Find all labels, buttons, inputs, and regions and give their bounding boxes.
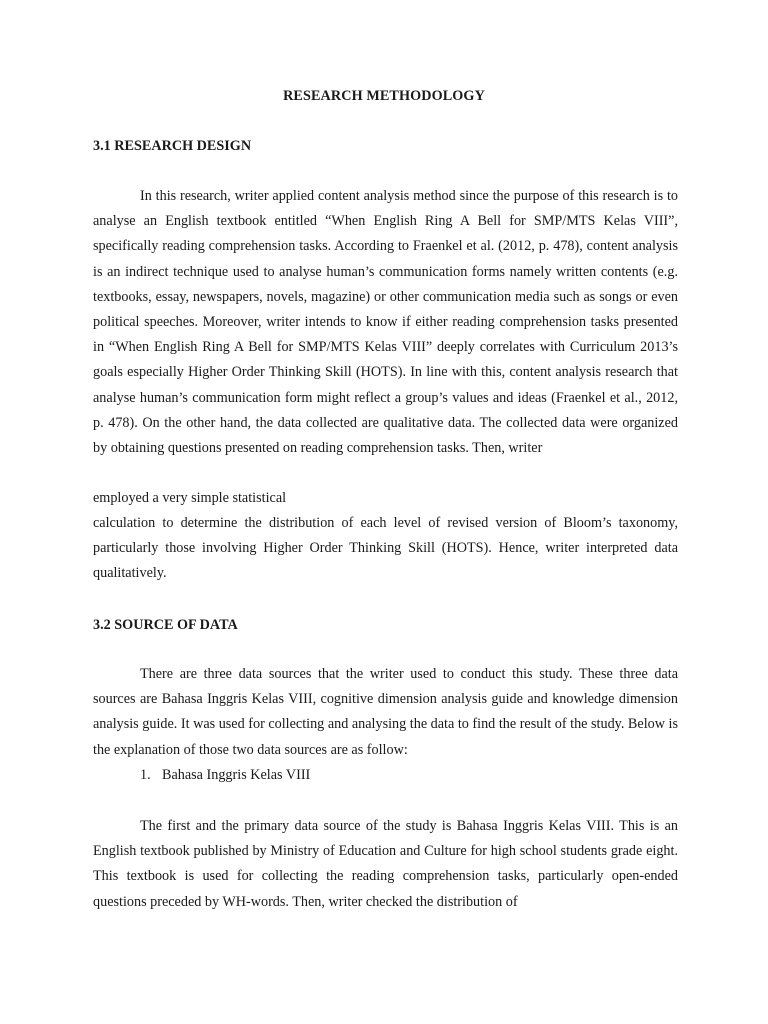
paragraph-text: There are three data sources that the writer used to conduct this study. These three data sources are Bahasa Inggris Kelas VIII, cognitive dimension analysis guide and knowledge dimension analysis guide. It was used for collecting and analysing the data to find the result of the study. Below is the explanation of those two data sources are as follow: <box>93 666 678 758</box>
paragraph-research-design-continued: calculation to determine the distribution of each level of revised version of Bloom’s taxonomy, particularly those involving Higher Order Thinking Skill (HOTS). Hence, writer interpreted data qualitatively. <box>93 515 678 582</box>
list-item-label: Bahasa Inggris Kelas VIII <box>162 767 311 783</box>
list-number: 1. <box>140 767 151 783</box>
paragraph-text: The first and the primary data source of the study is Bahasa Inggris Kelas VIII. This is an English textbook published by Ministry of Education and Culture for high school students grade eight. This textbook is used for collecting the reading comprehension tasks, particularly open-ended questions preceded by WH-words. Then, writer checked the distribution of <box>93 818 678 910</box>
paragraph-primary-source <box>93 814 678 915</box>
paragraph-research-design <box>93 184 678 461</box>
paragraph-line-fragment: employed a very simple statistical <box>93 490 287 506</box>
list-item <box>140 763 310 788</box>
page-title: RESEARCH METHODOLOGY <box>283 88 485 104</box>
paragraph-text: In this research, writer applied content analysis method since the purpose of this research is to analyse an English textbook entitled “When English Ring A Bell for SMP/MTS Kelas VIII”, specifically reading comprehension tasks. According to Fraenkel et al. (2012, p. 478), content analysis is an indirect technique used to analyse human’s communication forms namely written contents (e.g. textbooks, essay, newspapers, novels, magazine) or other communication media such as songs or even political speeches. Moreover, writer intends to know if either reading comprehension tasks presented in “When English Ring A Bell for SMP/MTS Kelas VIII” deeply correlates with Curriculum 2013’s goals especially Higher Order Thinking Skill (HOTS). In line with this, content analysis research that analyse human’s communication form might reflect a group’s values and ideas (Fraenkel et al., 2012, p. 478). On the other hand, the data collected are qualitative data. The collected data were organized by obtaining questions presented on reading comprehension tasks. Then, writer <box>93 188 678 457</box>
section-heading-research-design: 3.1 RESEARCH DESIGN <box>93 138 252 154</box>
section-heading-source-of-data: 3.2 SOURCE OF DATA <box>93 617 238 633</box>
paragraph-source-of-data <box>93 662 678 763</box>
